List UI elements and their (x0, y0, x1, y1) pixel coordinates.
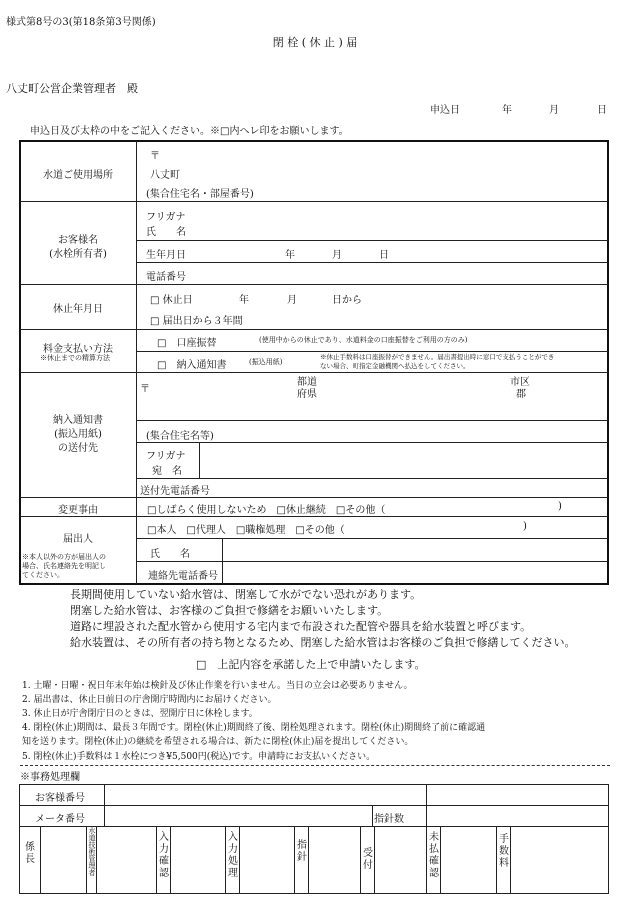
note-line: 2. 届出書は、休止日前日の庁舎開庁時間内にお届けください。 (22, 695, 277, 705)
notice-line: 閉塞した給水管は、お客様のご負担で修繕をお願いいたします。 (70, 604, 389, 617)
form-number: 様式第8号の3(第18条第3号関係) (6, 17, 156, 28)
delivery-name[interactable]: 宛 名 (152, 466, 182, 477)
inner-line (222, 538, 223, 584)
delivery-label-sub2: の送付先 (58, 443, 98, 454)
office-title: ※事務処理欄 (20, 772, 80, 783)
suspension-date-option[interactable]: □ 休止日 (150, 295, 193, 306)
suspension-from: 日から (332, 295, 362, 306)
office-needle: 指針 (297, 840, 307, 863)
office-line (426, 784, 427, 826)
office-line (239, 826, 240, 894)
applicant-options[interactable]: □本人 □代理人 □職権処理 □その他（ (147, 525, 345, 536)
row-divider (20, 497, 608, 498)
customer-birthdate[interactable]: 生年月日 (146, 250, 186, 261)
office-line (374, 826, 375, 894)
suspension-year: 年 (239, 295, 249, 306)
notice-line: 長期間使用していない給水管は、閉塞して水がでない恐れがあります。 (70, 588, 422, 601)
suspension-3years-option[interactable]: □ 届出日から３年間 (150, 316, 243, 327)
date-month[interactable]: 月 (549, 105, 559, 116)
office-line (510, 826, 511, 894)
inner-line (137, 538, 608, 539)
office-meter-reading: 指針数 (374, 814, 404, 825)
birth-month: 月 (332, 250, 342, 261)
suspension-label: 休止年月日 (53, 304, 103, 315)
office-line (496, 826, 497, 894)
delivery-label-sub: (振込用紙) (54, 429, 102, 440)
customer-label-sub: (水栓所有者) (49, 249, 107, 260)
office-water-engineer: 水道技術管理者 (88, 827, 96, 877)
payment-direct-debit-note: (使用中からの休止であり、水道料金の口座振替をご利用の方のみ) (259, 336, 468, 344)
row-divider (20, 201, 608, 202)
note-line: 知を送ります。閉栓(休止)の継続を希望される場合は、新たに閉栓(休止)届を提出してください。 (22, 737, 414, 747)
office-line (86, 826, 87, 894)
inner-line (137, 478, 608, 479)
reason-close: ) (558, 501, 562, 512)
date-day[interactable]: 日 (597, 105, 607, 116)
note-line: 1. 土曜・日曜・祝日年末年始は検針及び休止作業を行いません。当日の立会は必要ありません。 (22, 681, 413, 691)
office-input-process: 入力処理 (228, 832, 238, 879)
suspension-month: 月 (287, 295, 297, 306)
label-column-divider (136, 141, 137, 584)
location-postal-mark: 〒 (150, 151, 160, 162)
office-line (360, 826, 361, 894)
inner-line (137, 561, 608, 562)
office-line (170, 826, 171, 894)
inner-line (137, 420, 608, 421)
birth-day: 日 (379, 250, 389, 261)
office-line (225, 826, 226, 894)
location-apartment[interactable]: (集合住宅名・部屋番号) (146, 189, 254, 200)
customer-furigana[interactable]: フリガナ (146, 212, 186, 223)
applicant-close: ) (523, 521, 527, 532)
delivery-label: 納入通知書 (53, 415, 103, 426)
office-line (20, 805, 608, 806)
office-meter-number: メータ番号 (35, 814, 85, 825)
notice-line: 道路に埋設された配水管から使用する宅内まで布設された配管や器具を給水装置と呼びます。 (70, 620, 532, 633)
applicant-phone[interactable]: 連絡先電話番号 (148, 571, 218, 582)
payment-direct-debit-option[interactable]: □ 口座振替 (157, 338, 217, 349)
row-divider (20, 516, 608, 517)
applicant-note-3: てください。 (22, 571, 64, 579)
office-line (372, 805, 373, 826)
office-line (96, 826, 97, 894)
payment-note: ※休止までの精算方法 (40, 354, 110, 362)
inner-line (137, 262, 608, 263)
reason-options[interactable]: □しばらく使用しないため □休止継続 □その他（ (147, 505, 386, 516)
office-line (308, 826, 309, 894)
customer-name[interactable]: 氏 名 (146, 227, 186, 238)
inner-line (137, 351, 608, 352)
reason-label: 変更事由 (58, 505, 98, 516)
applicant-note-2: 場合、氏名連絡先を明記し (22, 562, 106, 570)
office-unpaid-check: 未払確認 (429, 832, 439, 879)
note-line: 3. 休止日が庁舎閉庁日のときは、翌開庁日に休栓します。 (22, 709, 258, 719)
applicant-name[interactable]: 氏 名 (150, 549, 190, 560)
inner-line (137, 442, 608, 443)
office-section-chief: 係長 (25, 842, 35, 865)
delivery-furigana[interactable]: フリガナ (146, 451, 186, 462)
inner-line (137, 240, 608, 241)
office-fee: 手数料 (499, 834, 509, 869)
birth-year: 年 (285, 250, 295, 261)
office-divider (20, 765, 610, 766)
location-town[interactable]: 八丈町 (150, 170, 180, 181)
delivery-city-1: 市区 (510, 377, 530, 388)
recipient: 八丈町公営企業管理者 殿 (6, 82, 138, 95)
office-line (104, 784, 105, 826)
applicant-note-1: ※本人以外の方が届出人の (22, 553, 106, 561)
form-title: 閉 栓 ( 休 止 ) 届 (272, 36, 358, 49)
notice-line: 給水装置は、その所有者の持ち物となるため、閉塞した給水管はお客様のご負担で修繕してください。 (70, 636, 576, 649)
delivery-pref-2: 府県 (297, 389, 317, 400)
location-label: 水道ご使用場所 (43, 170, 113, 181)
note-line: 4. 閉栓(休止)期間は、最長３年間です。閉栓(休止)期間終了後、閉栓処理されます。閉栓(休止)期間終了前に確認通 (22, 723, 486, 733)
office-table (19, 784, 609, 894)
office-line (426, 826, 427, 894)
office-customer-number: お客様番号 (35, 793, 85, 804)
customer-phone[interactable]: 電話番号 (146, 272, 186, 283)
delivery-phone[interactable]: 送付先電話番号 (140, 486, 210, 497)
delivery-apartment[interactable]: (集合住宅名等) (146, 431, 214, 442)
row-divider (20, 329, 608, 330)
inner-line (199, 442, 200, 478)
payment-invoice-sub: (振込用紙) (249, 358, 283, 366)
office-input-check: 入力確認 (159, 832, 169, 879)
payment-label: 料金支払い方法 (43, 344, 113, 355)
row-divider (20, 284, 608, 285)
delivery-pref-1: 都道 (297, 377, 317, 388)
instruction: 申込日及び太枠の中をご記入ください。※□内へレ印をお願いします。 (30, 126, 349, 137)
applicant-label: 届出人 (63, 534, 93, 545)
office-received: 受付 (363, 848, 373, 871)
date-label: 申込日 (430, 105, 460, 116)
customer-label: お客様名 (58, 235, 98, 246)
office-line (20, 826, 608, 827)
delivery-postal-mark[interactable]: 〒 (140, 384, 150, 395)
office-line (440, 826, 441, 894)
office-line (294, 826, 295, 894)
office-line (156, 826, 157, 894)
delivery-city-2: 郡 (516, 389, 526, 400)
payment-invoice-note-1: ※休止手数料は口座振替ができません。届出書提出時に窓口で支払うことができ (320, 353, 555, 361)
payment-invoice-note-2: ない場合、町指定金融機関へ払込をしてください。 (320, 362, 470, 370)
payment-invoice-option[interactable]: □ 納入通知書 (157, 360, 227, 371)
consent-checkbox[interactable]: □ 上記内容を承諾した上で申請いたします。 (196, 658, 426, 671)
note-line: 5. 閉栓(休止)手数料は１水栓につき¥5,500円(税込)です。申請時にお支払いください。 (22, 752, 376, 762)
date-year[interactable]: 年 (502, 105, 512, 116)
office-line (40, 826, 41, 894)
